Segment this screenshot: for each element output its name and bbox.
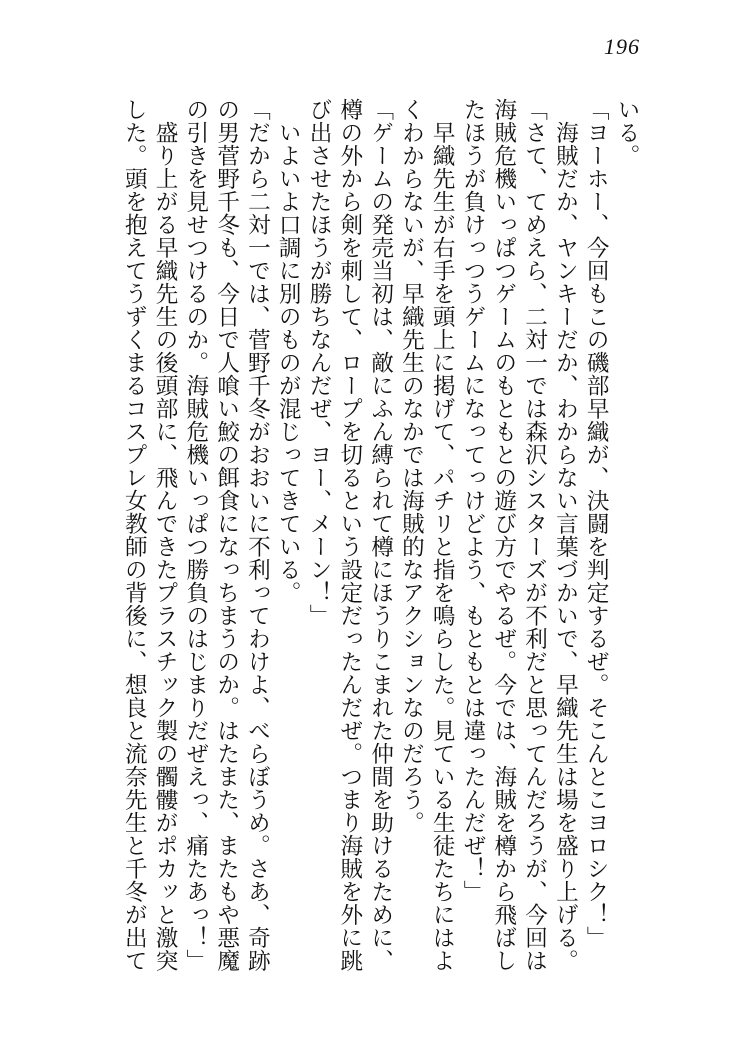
text-line: 「ゲームの発売当初は、敵にふん縛られて樽にほうりこまれた仲間を助けるために、 <box>367 98 394 972</box>
text-line: 樽の外から剣を刺して、ロープを切るという設定だったんだぜ。つまり海賊を外に跳 <box>336 98 363 972</box>
text-line: 「さて、てめえら、二対一では森沢シスターズが不利だと思ってんだろうが、今回は <box>521 98 548 972</box>
text-line: 「だから二対一では、菅野千冬がおおいに不利ってわけよ、べらぼうめ。さあ、奇跡 <box>244 98 271 972</box>
text-line: 海賊だか、ヤンキーだか、わからない言葉づかいで、早織先生は場を盛り上げる。 <box>552 98 579 972</box>
text-line: いる。 <box>614 98 640 167</box>
text-line: いよいよ口調に別のものが混じってきている。 <box>275 98 302 604</box>
text-line: び出させたほうが勝ちなんだぜ、ヨー、メーン！」 <box>306 98 333 627</box>
text-line: の引きを見せつけるのか。海賊危機いっぱつ勝負のはじまりだぜえっ、痛たあっ！」 <box>182 98 209 972</box>
text-line: くわからないが、早織先生のなかでは海賊的なアクションなのだろう。 <box>398 98 425 834</box>
text-line: 早織先生が右手を頭上に掲げて、パチリと指を鳴らした。見ている生徒たちにはよ <box>429 98 456 972</box>
page-number: 196 <box>604 34 640 59</box>
text-line: 海賊危機いっぱつゲームのもともとの遊び方でやるぜ。今では、海賊を樽から飛ばし <box>490 98 517 972</box>
text-line: 「ヨーホー、今回もこの磯部早織が、決闘を判定するぜ。そこんとこヨロシク！」 <box>583 98 610 949</box>
text-line: の男菅野千冬も、今日で人喰い鮫の餌食になっちまうのか。はたまた、またもや悪魔 <box>213 98 240 972</box>
text-line: たほうが負けっつうゲームになってっけどよう、もともとは違ったんだぜ！」 <box>460 98 487 903</box>
text-line: した。頭を抱えてうずくまるコスプレ女教師の背後に、想良と流奈先生と千冬が出て <box>121 98 148 972</box>
text-line: 盛り上がる早織先生の後頭部に、飛んできたプラスチック製の髑髏がポカッと激突 <box>152 98 179 972</box>
novel-text-block <box>82 98 642 972</box>
